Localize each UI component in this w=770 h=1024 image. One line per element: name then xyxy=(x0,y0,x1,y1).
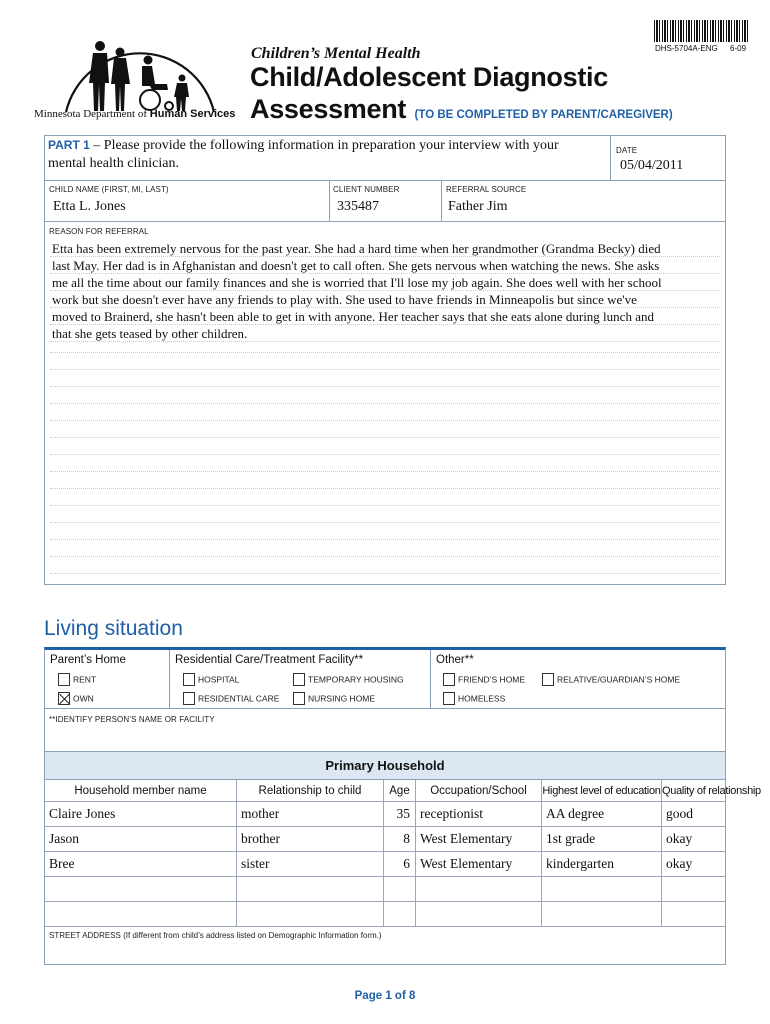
nursing-home-option[interactable]: NURSING HOME xyxy=(293,692,375,705)
child-name-label: CHILD NAME (FIRST, MI, LAST) xyxy=(49,185,169,194)
rent-checkbox[interactable] xyxy=(58,673,70,686)
table-row xyxy=(45,902,726,927)
nursing-home-checkbox[interactable] xyxy=(293,692,305,705)
education-cell[interactable]: AA degree xyxy=(542,802,662,827)
member-name-cell[interactable]: Claire Jones xyxy=(45,802,237,827)
date-field[interactable]: 05/04/2011 xyxy=(620,158,684,173)
form-date: 6-09 xyxy=(730,44,747,53)
reason-line: me all the time about our family finances and she is worried that I'll lose my job again. She does well with her school xyxy=(52,275,662,290)
member-name-cell[interactable]: Jason xyxy=(45,827,237,852)
table-row xyxy=(45,802,726,827)
own-option[interactable]: OWN xyxy=(58,692,94,705)
reason-line: last May. Her dad is in Afghanistan and doesn't get to call often. She gets nervous when watching the news. She asks xyxy=(52,258,660,273)
dhs-logo xyxy=(60,26,220,116)
part1-instruction-line2: mental health clinician. xyxy=(48,156,180,171)
hospital-checkbox[interactable] xyxy=(183,673,195,686)
relationship-cell[interactable]: sister xyxy=(237,852,384,877)
street-address-field[interactable] xyxy=(45,944,725,964)
occupation-cell[interactable] xyxy=(416,902,542,927)
age-cell[interactable]: 6 xyxy=(384,852,416,877)
form-title: Child/Adolescent Diagnostic xyxy=(250,62,608,92)
child-name-field[interactable]: Etta L. Jones xyxy=(53,199,126,214)
age-cell[interactable]: 8 xyxy=(384,827,416,852)
education-cell[interactable] xyxy=(542,877,662,902)
quality-cell[interactable]: okay xyxy=(666,856,693,871)
client-number-label: CLIENT NUMBER xyxy=(333,185,400,194)
member-name-cell[interactable] xyxy=(45,902,237,927)
occupation-cell[interactable]: receptionist xyxy=(416,802,542,827)
household-headers xyxy=(45,780,761,802)
header-member-name: Household member name xyxy=(45,780,237,802)
education-cell[interactable]: kindergarten xyxy=(542,852,662,877)
other-label: Other** xyxy=(436,654,474,666)
reason-line: moved to Brainerd, she hasn't been able to get in with anyone. Her teacher says that she eats alone during lunch and xyxy=(52,309,654,324)
education-cell[interactable] xyxy=(542,902,662,927)
client-number-field[interactable]: 335487 xyxy=(337,199,379,214)
member-name-cell[interactable]: Bree xyxy=(45,852,237,877)
table-row xyxy=(45,827,726,852)
identify-label: **IDENTIFY PERSON’S NAME OR FACILITY xyxy=(49,715,215,724)
relationship-cell[interactable] xyxy=(237,877,384,902)
homeless-checkbox[interactable] xyxy=(443,692,455,705)
divider xyxy=(329,180,330,222)
living-situation-title: Living situation xyxy=(44,617,183,640)
reason-line: that she gets teased by other children. xyxy=(52,326,248,341)
education-cell[interactable]: 1st grade xyxy=(542,827,662,852)
reason-line: work but she doesn't ever have any friends to play with. She used to have friends in Minneapolis but since we've xyxy=(52,292,637,307)
relationship-cell[interactable] xyxy=(237,902,384,927)
street-address-label: STREET ADDRESS (If different from child’s address listed on Demographic Information form.) xyxy=(49,931,382,940)
age-cell[interactable] xyxy=(384,877,416,902)
hospital-option[interactable]: HOSPITAL xyxy=(183,673,239,686)
divider xyxy=(441,180,442,222)
relationship-cell[interactable]: mother xyxy=(237,802,384,827)
header-relationship: Relationship to child xyxy=(237,780,384,802)
age-cell[interactable]: 35 xyxy=(384,802,416,827)
friends-home-checkbox[interactable] xyxy=(443,673,455,686)
page-number: Page 1 of 8 xyxy=(354,990,416,1002)
divider xyxy=(169,650,170,708)
quality-cell[interactable]: okay xyxy=(666,831,693,846)
part1-instruction: PART 1 – Please provide the following information in preparation your interview with your xyxy=(48,138,559,153)
occupation-cell[interactable]: West Elementary xyxy=(416,852,542,877)
homeless-option[interactable]: HOMELESS xyxy=(443,692,505,705)
household-title: Primary Household xyxy=(325,758,445,773)
reason-text[interactable] xyxy=(52,240,662,342)
form-title-line2: Assessment (TO BE COMPLETED BY PARENT/CAREGIVER) xyxy=(250,94,673,124)
quality-cell[interactable] xyxy=(662,877,726,902)
temporary-housing-option[interactable]: TEMPORARY HOUSING xyxy=(293,673,404,686)
form-code: DHS-5704A-ENG xyxy=(655,44,718,53)
agency-name: Minnesota Department of Human Services xyxy=(34,108,236,120)
occupation-cell[interactable] xyxy=(416,877,542,902)
reason-line: Etta has been extremely nervous for the past year. She had a hard time when her grandmother (Grandma Becky) died xyxy=(52,241,661,256)
member-name-cell[interactable] xyxy=(45,877,237,902)
quality-cell[interactable]: good xyxy=(666,806,693,821)
program-name: Children’s Mental Health xyxy=(251,45,421,62)
table-row xyxy=(45,877,726,902)
rent-option[interactable]: RENT xyxy=(58,673,96,686)
relative-home-option[interactable]: RELATIVE/GUARDIAN’S HOME xyxy=(542,673,680,686)
quality-cell[interactable] xyxy=(662,902,726,927)
barcode xyxy=(654,20,750,42)
residential-care-option[interactable]: RESIDENTIAL CARE xyxy=(183,692,279,705)
family-logo-icon xyxy=(60,26,220,116)
divider xyxy=(430,650,431,708)
header-occupation: Occupation/School xyxy=(416,780,542,802)
reason-label: REASON FOR REFERRAL xyxy=(49,227,149,236)
temporary-housing-checkbox[interactable] xyxy=(293,673,305,686)
own-checkbox[interactable] xyxy=(58,692,70,705)
date-label: DATE xyxy=(616,146,638,155)
header-age: Age xyxy=(384,780,416,802)
referral-source-label: REFERRAL SOURCE xyxy=(446,185,527,194)
age-cell[interactable] xyxy=(384,902,416,927)
table-row xyxy=(45,852,726,877)
referral-source-field[interactable]: Father Jim xyxy=(448,199,508,214)
parents-home-label: Parent’s Home xyxy=(50,654,126,666)
residential-care-checkbox[interactable] xyxy=(183,692,195,705)
residential-label: Residential Care/Treatment Facility** xyxy=(175,654,364,666)
header-education: Highest level of education xyxy=(542,780,662,802)
friends-home-option[interactable]: FRIEND’S HOME xyxy=(443,673,525,686)
divider xyxy=(44,708,726,709)
relative-home-checkbox[interactable] xyxy=(542,673,554,686)
header-quality: Quality of relationship xyxy=(662,785,761,797)
occupation-cell[interactable]: West Elementary xyxy=(416,827,542,852)
relationship-cell[interactable]: brother xyxy=(237,827,384,852)
